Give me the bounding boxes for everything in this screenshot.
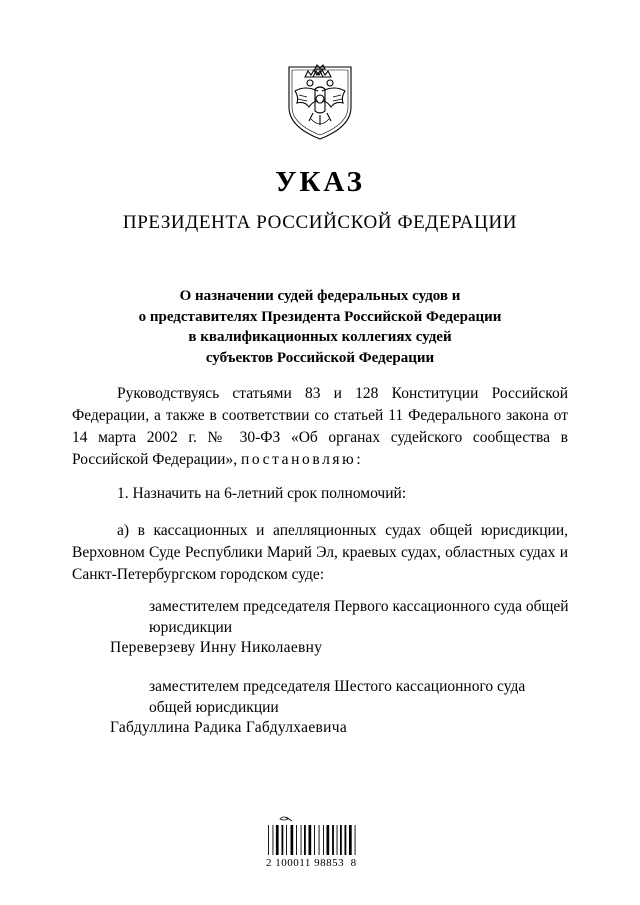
preamble-paragraph (72, 383, 568, 471)
heading-line: о представителях Президента Российской Федерации (138, 308, 502, 325)
barcode-graphic (266, 815, 386, 855)
heading-line: в квалификационных коллегиях судей (188, 329, 452, 345)
preamble-text: Руководствуясь статьями 83 и 128 Конституции Российской Федерации, а также в соответствии со статьей 11 Федерального закона от 14 марта 2002 г. № 30-ФЗ «Об органах судейского сообщества в Российской Федерации», (72, 385, 568, 468)
decree-word: постановляю: (240, 451, 364, 468)
appointment-position: заместителем председателя Первого кассационного суда общей юрисдикции (149, 598, 569, 636)
appointment-position: заместителем председателя Шестого кассационного суда общей юрисдикции (149, 678, 526, 716)
item-1a: а) в кассационных и апелляционных судах общей юрисдикции, Верховном Суде Республики Марий Эл, краевых судах, областных судах и Санкт-Петербургском городском суде: (72, 522, 568, 583)
document-title: УКАЗ (275, 166, 365, 198)
coat-of-arms-emblem (275, 55, 365, 145)
barcode-number: 2 100011 98853 8 (266, 857, 357, 869)
item-1: 1. Назначить на 6-летний срок полномочий: (117, 485, 407, 502)
document-subtitle: ПРЕЗИДЕНТА РОССИЙСКОЙ ФЕДЕРАЦИИ (122, 212, 518, 233)
decree-heading (100, 286, 540, 368)
heading-line: О назначении судей федеральных судов и (179, 288, 461, 304)
appointee-name: Габдуллина Радика Габдулхаевича (110, 719, 347, 736)
appointee-name: Переверзеву Инну Николаевну (110, 639, 323, 656)
heading-line: субъектов Российской Федерации (205, 349, 435, 366)
